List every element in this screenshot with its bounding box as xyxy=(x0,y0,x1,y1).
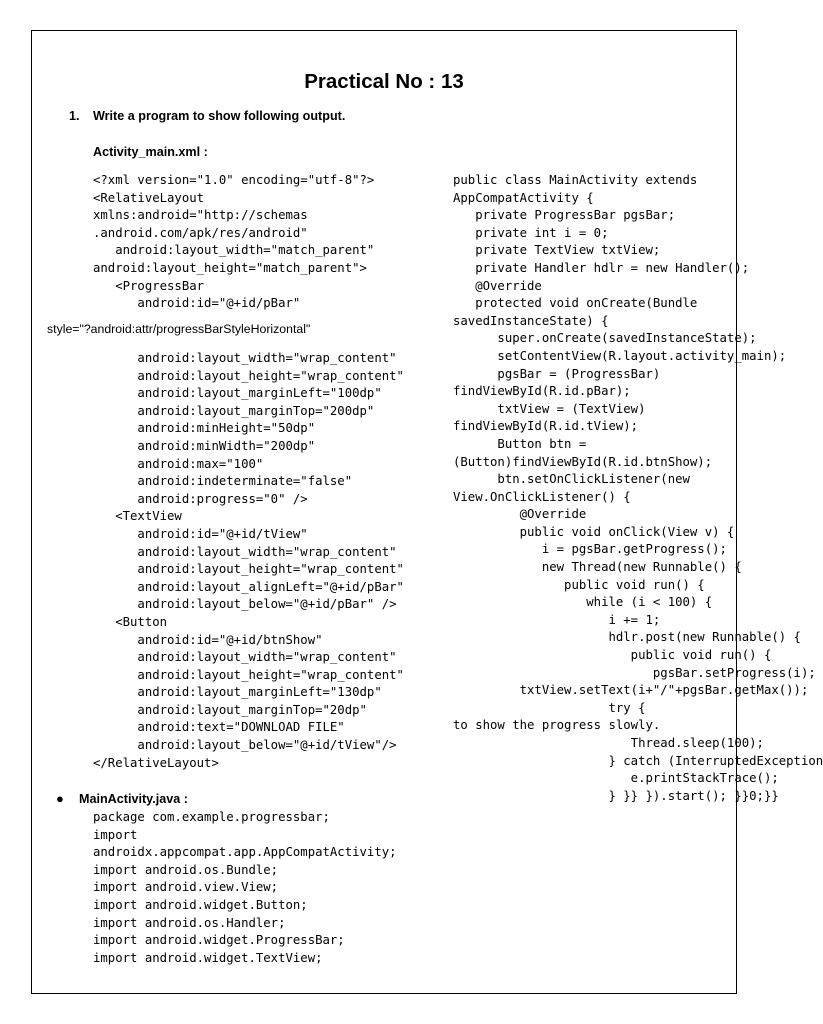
code-line: android:layout_marginLeft="100dp" xyxy=(93,386,382,401)
code-line: e.printStackTrace(); xyxy=(453,771,779,786)
code-line: to show the progress slowly. xyxy=(453,718,661,733)
code-line: android:id="@+id/tView" xyxy=(93,526,308,541)
code-line: btn.setOnClickListener(new xyxy=(453,472,690,487)
code-line: android:layout_below="@+id/tView"/> xyxy=(93,738,397,753)
code-line: android:id="@+id/btnShow" xyxy=(93,632,323,647)
code-line: androidx.appcompat.app.AppCompatActivity; xyxy=(93,845,397,860)
code-line: private TextView txtView; xyxy=(453,243,661,258)
code-line: while (i < 100) { xyxy=(453,595,713,610)
code-line: android:max="100" xyxy=(93,456,264,471)
code-line: android:layout_width="wrap_content" xyxy=(93,544,397,559)
bullet-icon: ● xyxy=(56,791,64,806)
code-line: super.onCreate(savedInstanceState); xyxy=(453,331,757,346)
code-line: View.OnClickListener() { xyxy=(453,489,631,504)
code-line: savedInstanceState) { xyxy=(453,313,609,328)
activity-heading: Activity_main.xml : xyxy=(93,145,208,159)
code-line: android:layout_below="@+id/pBar" /> xyxy=(93,597,397,612)
question-text: Write a program to show following output. xyxy=(93,109,346,123)
code-line: android:layout_width="match_parent" xyxy=(93,243,375,258)
code-line: (Button)findViewById(R.id.btnShow); xyxy=(453,454,713,469)
code-line: i = pgsBar.getProgress(); xyxy=(453,542,727,557)
code-line: android:text="DOWNLOAD FILE" xyxy=(93,720,345,735)
code-line: protected void onCreate(Bundle xyxy=(453,296,698,311)
code-line: <?xml version="1.0" encoding="utf-8"?> xyxy=(93,173,375,187)
code-line: } }} }).start(); }}0;}} xyxy=(453,788,779,803)
code-line: Thread.sleep(100); xyxy=(453,736,764,750)
code-line: android:layout_width="wrap_content" xyxy=(93,650,397,665)
code-line: findViewById(R.id.pBar); xyxy=(453,384,631,399)
code-line: public void run() { xyxy=(453,577,705,592)
code-line: setContentView(R.layout.activity_main); xyxy=(453,348,787,363)
code-line: android:layout_height="wrap_content" xyxy=(93,667,404,682)
java-heading-item xyxy=(56,791,188,806)
code-line: <RelativeLayout xyxy=(93,190,205,205)
code-line: Button btn = xyxy=(453,436,587,451)
code-line: pgsBar = (ProgressBar) xyxy=(453,366,661,381)
code-line: i += 1; xyxy=(453,612,661,627)
code-line: import android.os.Bundle; xyxy=(93,862,279,877)
java-heading: MainActivity.java : xyxy=(79,792,188,806)
code-line: android:layout_width="wrap_content" xyxy=(93,351,397,365)
code-line: findViewById(R.id.tView); xyxy=(453,419,639,434)
code-line: } catch (InterruptedException xyxy=(453,753,823,768)
code-line: android:layout_height="wrap_content" xyxy=(93,562,404,577)
code-line: import android.widget.TextView; xyxy=(93,950,323,965)
xml-style-line: style="?android:attr/progressBarStyleHorizontal" xyxy=(47,322,311,336)
page-title: Practical No : 13 xyxy=(304,70,464,93)
question xyxy=(69,109,345,123)
code-line: android:minWidth="200dp" xyxy=(93,438,316,453)
code-line: public void onClick(View v) { xyxy=(453,524,735,539)
code-line: @Override xyxy=(453,278,542,293)
code-line: import android.os.Handler; xyxy=(93,915,286,930)
code-line: android:layout_height="match_parent"> xyxy=(93,260,367,275)
code-line: package com.example.progressbar; xyxy=(93,810,330,824)
code-line: new Thread(new Runnable() { xyxy=(453,560,742,575)
code-line: android:layout_height="wrap_content" xyxy=(93,368,404,383)
code-line: private Handler hdlr = new Handler(); xyxy=(453,260,750,275)
code-line: android:layout_marginLeft="130dp" xyxy=(93,685,382,700)
code-line: @Override xyxy=(453,507,587,522)
code-line: import android.view.View; xyxy=(93,880,279,895)
code-line: <ProgressBar xyxy=(93,278,205,293)
code-line: android:layout_alignLeft="@+id/pBar" xyxy=(93,579,404,594)
question-number: 1. xyxy=(69,109,80,123)
code-line: .android.com/apk/res/android" xyxy=(93,225,308,240)
code-line: android:indeterminate="false" xyxy=(93,474,353,489)
xml-code-block-2 xyxy=(93,350,404,772)
code-line: xmlns:android="http://schemas xyxy=(93,208,308,223)
code-line: </RelativeLayout> xyxy=(93,755,219,770)
code-line: import android.widget.Button; xyxy=(93,897,308,912)
code-line: <TextView xyxy=(93,509,182,524)
code-line: <Button xyxy=(93,614,168,629)
code-line: public void run() { xyxy=(453,648,772,663)
code-line: public class MainActivity extends xyxy=(453,173,698,187)
java-imports-block xyxy=(93,809,397,967)
code-line: pgsBar.setProgress(i); xyxy=(453,665,816,680)
code-line: try { xyxy=(453,700,646,715)
code-line: AppCompatActivity { xyxy=(453,190,594,205)
java-class-block xyxy=(453,172,823,805)
code-line: private int i = 0; xyxy=(453,225,609,240)
code-line: import android.widget.ProgressBar; xyxy=(93,933,345,948)
code-line: android:layout_marginTop="20dp" xyxy=(93,702,367,717)
code-line: android:id="@+id/pBar" xyxy=(93,296,301,311)
code-line: txtView = (TextView) xyxy=(453,401,646,416)
code-line: hdlr.post(new Runnable() { xyxy=(453,630,801,645)
xml-code-block-1 xyxy=(93,172,374,313)
code-line: android:progress="0" /> xyxy=(93,491,308,506)
code-line: private ProgressBar pgsBar; xyxy=(453,208,676,223)
code-line: android:layout_marginTop="200dp" xyxy=(93,403,375,418)
code-line: txtView.setText(i+"/"+pgsBar.getMax()); xyxy=(453,683,809,698)
code-line: android:minHeight="50dp" xyxy=(93,421,316,436)
code-line: import xyxy=(93,827,138,842)
